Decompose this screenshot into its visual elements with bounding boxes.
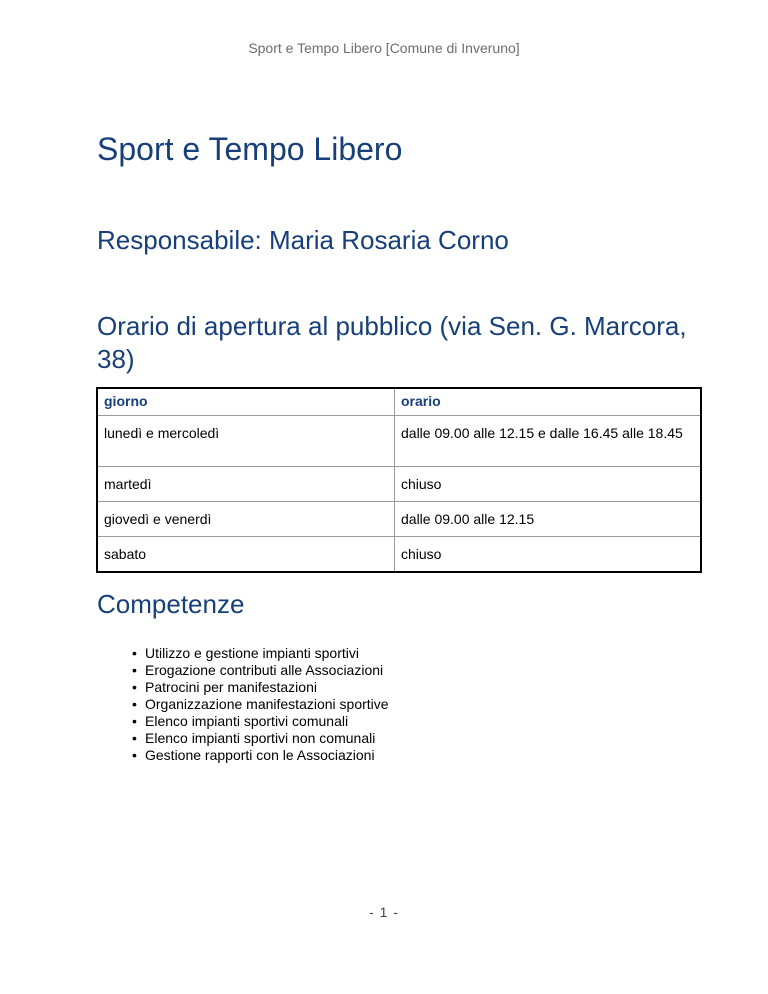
cell-giorno: sabato: [97, 537, 395, 573]
page-number: - 1 -: [369, 904, 399, 920]
bullet-icon: •: [132, 730, 137, 746]
responsabile-heading: Responsabile: Maria Rosaria Corno: [97, 225, 509, 255]
list-item: [120, 713, 389, 730]
bullet-icon: •: [132, 679, 137, 695]
cell-orario: chiuso: [395, 467, 702, 502]
list-item-text: Organizzazione manifestazioni sportive: [145, 696, 389, 712]
cell-giorno: giovedì e venerdì: [97, 502, 395, 537]
table-row: [97, 537, 701, 573]
cell-giorno: lunedì e mercoledì: [97, 416, 395, 467]
cell-orario: dalle 09.00 alle 12.15: [395, 502, 702, 537]
column-header-giorno: giorno: [97, 388, 395, 416]
list-item-text: Gestione rapporti con le Associazioni: [145, 747, 375, 763]
bullet-icon: •: [132, 696, 137, 712]
running-header: Sport e Tempo Libero [Comune di Inveruno]: [248, 40, 520, 56]
list-item-text: Patrocini per manifestazioni: [145, 679, 317, 695]
list-item: [120, 696, 389, 713]
page-title: Sport e Tempo Libero: [97, 131, 403, 167]
list-item-text: Utilizzo e gestione impianti sportivi: [145, 645, 359, 661]
list-item: [120, 679, 389, 696]
list-item-text: Elenco impianti sportivi non comunali: [145, 730, 376, 746]
list-item: [120, 645, 389, 662]
competenze-heading: Competenze: [97, 589, 245, 619]
list-item: [120, 747, 389, 764]
bullet-icon: •: [132, 713, 137, 729]
table-header-row: [97, 388, 701, 416]
list-item: [120, 662, 389, 679]
list-item-text: Erogazione contributi alle Associazioni: [145, 662, 384, 678]
list-item: [120, 730, 389, 747]
opening-hours-table: [96, 387, 702, 573]
cell-giorno: martedì: [97, 467, 395, 502]
bullet-icon: •: [132, 747, 137, 763]
table-row: [97, 416, 701, 467]
list-item-text: Elenco impianti sportivi comunali: [145, 713, 349, 729]
bullet-icon: •: [132, 645, 137, 661]
orario-heading: Orario di apertura al pubblico (via Sen. G. Marcora, 38): [97, 311, 687, 374]
cell-orario: chiuso: [395, 537, 702, 573]
cell-orario: dalle 09.00 alle 12.15 e dalle 16.45 alle 18.45: [395, 416, 702, 467]
table-row: [97, 502, 701, 537]
column-header-orario: orario: [395, 388, 702, 416]
competenze-list: [120, 645, 389, 764]
table-row: [97, 467, 701, 502]
bullet-icon: •: [132, 662, 137, 678]
